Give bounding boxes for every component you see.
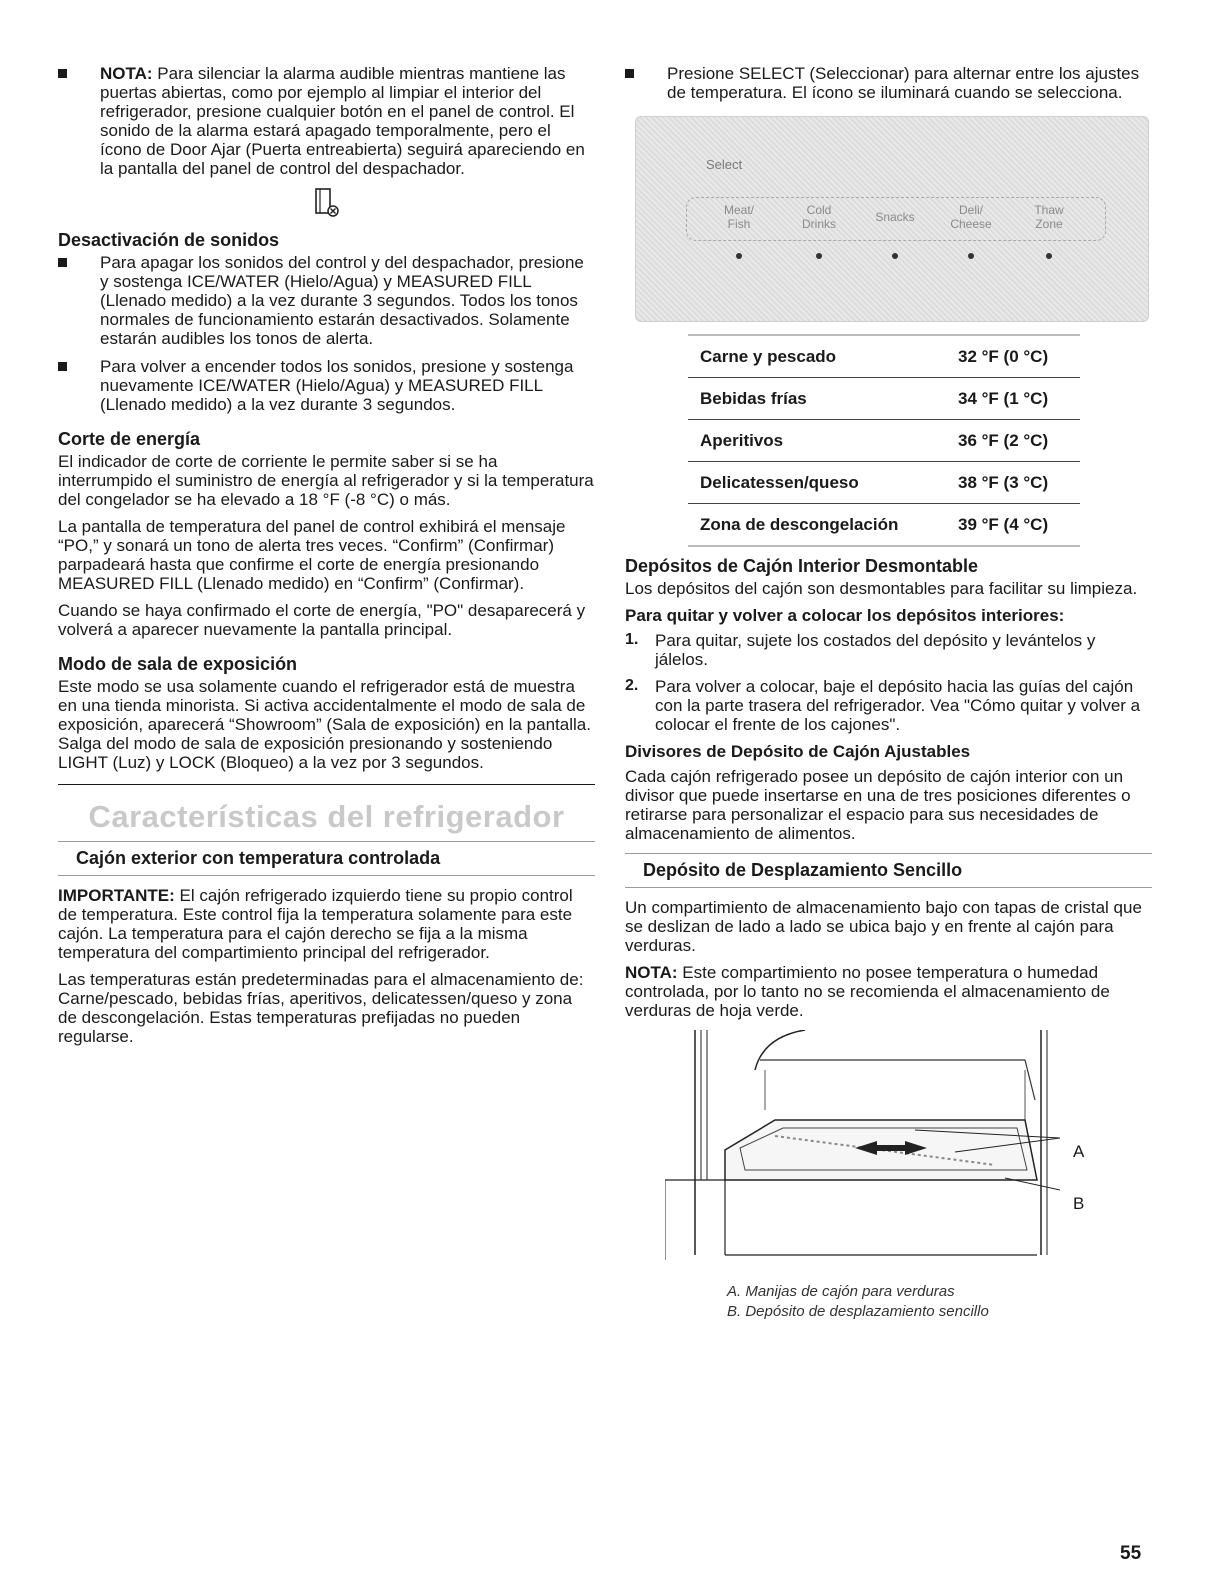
panel-btn-cold-drinks: Cold Drinks [801,203,836,231]
select-text: Presione SELECT (Seleccionar) para alternar entre los ajustes de temperatura. El ícono se iluminará cuando se selecciona. [667,64,1140,102]
crisper-drawer-illustration [665,1030,1145,1270]
page-number: 55 [1120,1543,1142,1564]
desplaz-text-1: Un compartimiento de almacenamiento bajo con tapas de cristal que se deslizan de lado a lado se ubica bajo y en frente al cajón para verduras. [625,898,1142,955]
energia-text-3: Cuando se haya confirmado el corte de energía, "PO" desaparecerá y volverá a aparecer nuevamente la pantalla principal. [58,601,586,639]
heading-quitar: Para quitar y volver a colocar los depósitos interiores: [625,606,1065,625]
energia-text-1: El indicador de corte de corriente le permite saber si se ha interrumpido el suministro de energía al refrigerador y si la temperatura del congelador se ha elevado a 18 °F (-8 °C) o más. [58,452,594,509]
panel-btn-thaw-zone: Thaw Zone [1034,203,1064,231]
temperature-name: Bebidas frías [688,378,946,420]
temperature-value: 38 °F (3 °C) [946,462,1080,504]
temperature-name: Zona de descongelación [700,514,899,534]
step-1-text: Para quitar, sujete los costados del depósito y levántelos y jálelos. [655,631,1096,669]
sonidos-text-1: Para apagar los sonidos del control y del despachador, presione y sostenga ICE/WATER (Hielo/Agua) y MEASURED FILL (Llenado medido) a la vez durante 3 segundos. Todos los tonos normales de funcionamiento estarán desactivados. Solamente estarán audibles los tonos de alerta. [100,253,584,348]
heading-desplazamiento: Depósito de Desplazamiento Sencillo [643,860,963,880]
panel-btn-meat-fish: Meat/ Fish [723,203,754,231]
panel-indicator-dot [816,253,822,259]
subhead-rule [58,875,595,876]
temperature-value: 39 °F (4 °C) [958,514,1049,534]
sala-text-1: Este modo se usa solamente cuando el refrigerador está de muestra en una tienda minorista. Si activa accidentalmente el modo de sala de exposición, aparecerá “Showroom” (Sala de exposición) en la pantalla. Salga del modo de sala de exposición presionando y sosteniendo LIGHT (Luz) y LOCK (Bloqueo) a la vez por 3 segundos. [58,677,591,772]
sonidos-text-2: Para volver a encender todos los sonidos, presione y sostenga nuevamente ICE/WATER (Hielo/Agua) y MEASURED FILL (Llenado medido) a la vez durante 3 segundos. [100,357,574,414]
left-column [58,64,595,1054]
panel-btn-deli-cheese: Deli/ Cheese [950,203,992,231]
energia-text-2: La pantalla de temperatura del panel de control exhibirá el mensaje “PO,” y sonará un tono de alerta tres veces. “Confirm” (Confirmar) parpadeará hasta que confirme el corte de energía presionando MEASURED FILL (Llenado medido) en “Confirm” (Confirmar). [58,517,566,593]
nota-label: NOTA: [100,64,153,83]
right-column [625,64,1152,1322]
temperature-table [688,334,1080,547]
temperature-value: 36 °F (2 °C) [946,420,1080,462]
nota-bullet [58,64,595,178]
step-2 [625,677,1152,734]
heading-corte-energia: Corte de energía [58,429,201,449]
importante-label: IMPORTANTE: [58,886,175,905]
section-title: Características del refrigerador [88,799,565,834]
temperature-name: Aperitivos [688,420,946,462]
bullet-square [58,362,67,371]
door-ajar-icon [58,187,595,219]
step-1 [625,631,1152,669]
step-number: 1. [625,631,639,648]
heading-depositos: Depósitos de Cajón Interior Desmontable [625,556,979,576]
label-b: B [1073,1194,1085,1213]
bullet-square [58,69,67,78]
divisores-text-1: Cada cajón refrigerado posee un depósito de cajón interior con un divisor que puede insertarse en una de tres posiciones diferentes o retirarse para personalizar el espacio para sus necesidades de almacenamiento de alimentos. [625,767,1131,843]
temperature-row [688,462,1080,504]
nota-text: Para silenciar la alarma audible mientras mantiene las puertas abiertas, como por ejemplo al limpiar el interior del refrigerador, presione cualquier botón en el panel de control. El sonido de la alarma estará apagado temporalmente, pero el ícono de Door Ajar (Puerta entreabierta) seguirá apareciendo en la pantalla del panel de control del despachador. [100,64,585,178]
temperature-row [688,335,1080,378]
panel-indicator-dot [892,253,898,259]
heading-desactivacion-sonidos: Desactivación de sonidos [58,230,280,250]
heading-modo-sala: Modo de sala de exposición [58,654,298,674]
temperature-value: 32 °F (0 °C) [946,335,1080,378]
temperature-row [688,378,1080,420]
step-2-text: Para volver a colocar, baje el depósito hacia las guías del cajón con la parte trasera del refrigerador. Vea "Cómo quitar y volver a colocar el frente de los cajones". [655,677,1141,734]
caption-b: B. Depósito de desplazamiento sencillo [727,1303,989,1320]
bullet-square [625,69,634,78]
panel-indicator-dot [736,253,742,259]
temperature-row [688,504,1080,547]
sonidos-bullet-1 [58,253,595,348]
label-a: A [1073,1142,1085,1161]
heading-divisores: Divisores de Depósito de Cajón Ajustables [625,742,971,761]
step-number: 2. [625,677,639,694]
nota-text-2: Este compartimiento no posee temperatura o humedad controlada, por lo tanto no se recomienda el almacenamiento de verduras de hoja verde. [625,963,1110,1020]
temperature-value: 34 °F (1 °C) [946,378,1080,420]
importante-text: El cajón refrigerado izquierdo tiene su propio control de temperatura. Este control fija la temperatura solamente para este cajón. La temperatura para el cajón derecho se fija a la misma temperatura del compartimiento principal del refrigerador. [58,886,573,962]
depositos-text-1: Los depósitos del cajón son desmontables para facilitar su limpieza. [625,579,1138,598]
temperature-name: Delicatessen/queso [688,462,946,504]
panel-select-label: Select [706,157,743,172]
panel-indicator-dot [968,253,974,259]
subhead-rule [625,887,1152,888]
bullet-square [58,258,67,267]
nota-label-2: NOTA: [625,963,678,982]
temperature-row [688,420,1080,462]
caption-a: A. Manijas de cajón para verduras [727,1283,955,1300]
select-bullet [625,64,1152,102]
cajon-text-2: Las temperaturas están predeterminadas para el almacenamiento de: Carne/pescado, bebidas frías, aperitivos, delicatessen/queso y zona de descongelación. Estas temperaturas prefijadas no pueden regularse. [58,970,584,1046]
heading-cajon-exterior: Cajón exterior con temperatura controlada [76,848,441,868]
panel-indicator-dot [1046,253,1052,259]
panel-btn-snacks: Snacks [875,210,915,224]
sonidos-bullet-2 [58,357,595,414]
control-panel-image [635,116,1149,322]
temperature-name: Carne y pescado [688,335,946,378]
